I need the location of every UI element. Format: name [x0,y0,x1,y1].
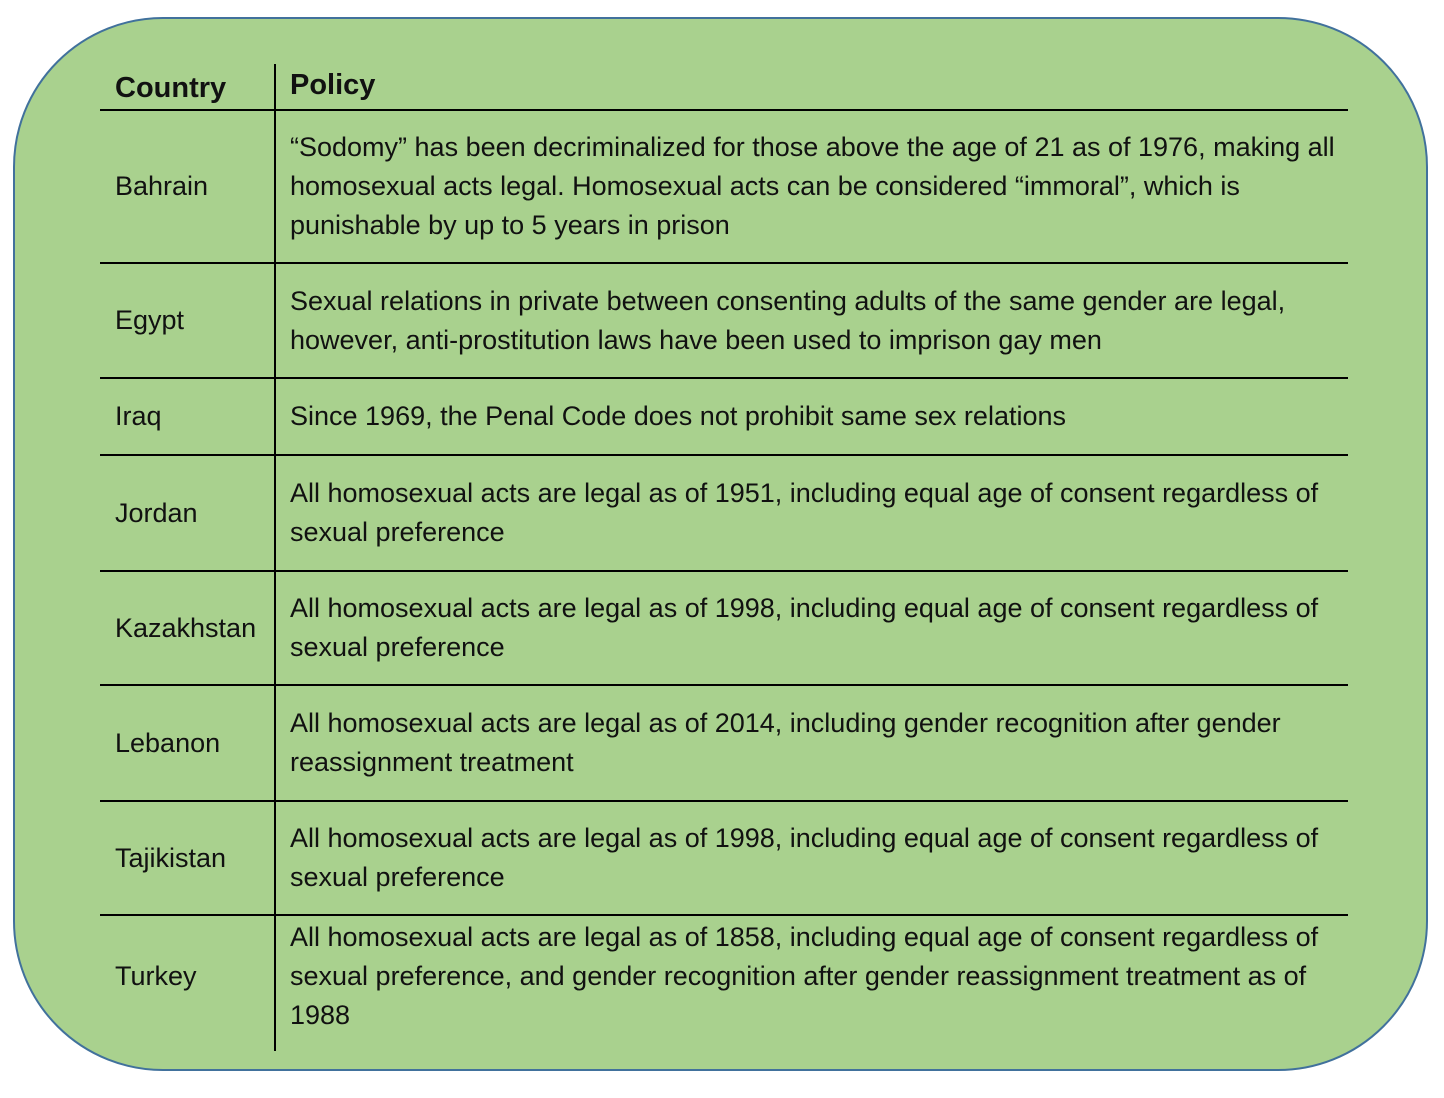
policy-cell: Sexual relations in private between consenting adults of the same gender are legal, however, anti-prostitution laws have been used to imprison gay men [290,285,1286,355]
policy-column-header: Policy [290,69,376,101]
policy-cell: All homosexual acts are legal as of 1858, including equal age of consent regardless of sexual preference, and gender recognition after gender reassignment treatment as of 1988 [290,921,1319,1030]
table-row [100,802,1348,916]
policy-cell: Since 1969, the Penal Code does not prohibit same sex relations [290,401,1066,431]
policy-table [100,64,1348,1036]
country-column-header: Country [115,72,227,104]
country-cell: Lebanon [115,727,221,758]
country-cell: Turkey [115,960,197,991]
policy-cell: All homosexual acts are legal as of 1998, including equal age of consent regardless of sexual preference [290,823,1319,892]
table-row [100,379,1348,456]
country-cell: Tajikistan [115,842,227,873]
country-cell: Bahrain [115,171,209,201]
table-row [100,572,1348,686]
table-row [100,264,1348,379]
country-cell: Iraq [115,401,162,431]
table-header-row [100,64,1348,111]
country-cell: Kazakhstan [115,612,257,643]
table-row [100,111,1348,264]
table-row [100,686,1348,802]
policy-cell: All homosexual acts are legal as of 1998, including equal age of consent regardless of sexual preference [290,593,1319,662]
country-cell: Jordan [115,497,198,528]
policy-cell: “Sodomy” has been decriminalized for those above the age of 21 as of 1976, making all homosexual acts legal. Homosexual acts can be considered “immoral”, which is punishable by up to 5 years in prison [290,132,1335,240]
country-cell: Egypt [115,305,185,335]
table-row [100,456,1348,572]
column-divider [274,64,276,1051]
table-row [100,916,1348,1036]
policy-cell: All homosexual acts are legal as of 1951, including equal age of consent regardless of sexual preference [290,478,1319,547]
policy-cell: All homosexual acts are legal as of 2014, including gender recognition after gender reassignment treatment [290,708,1281,777]
